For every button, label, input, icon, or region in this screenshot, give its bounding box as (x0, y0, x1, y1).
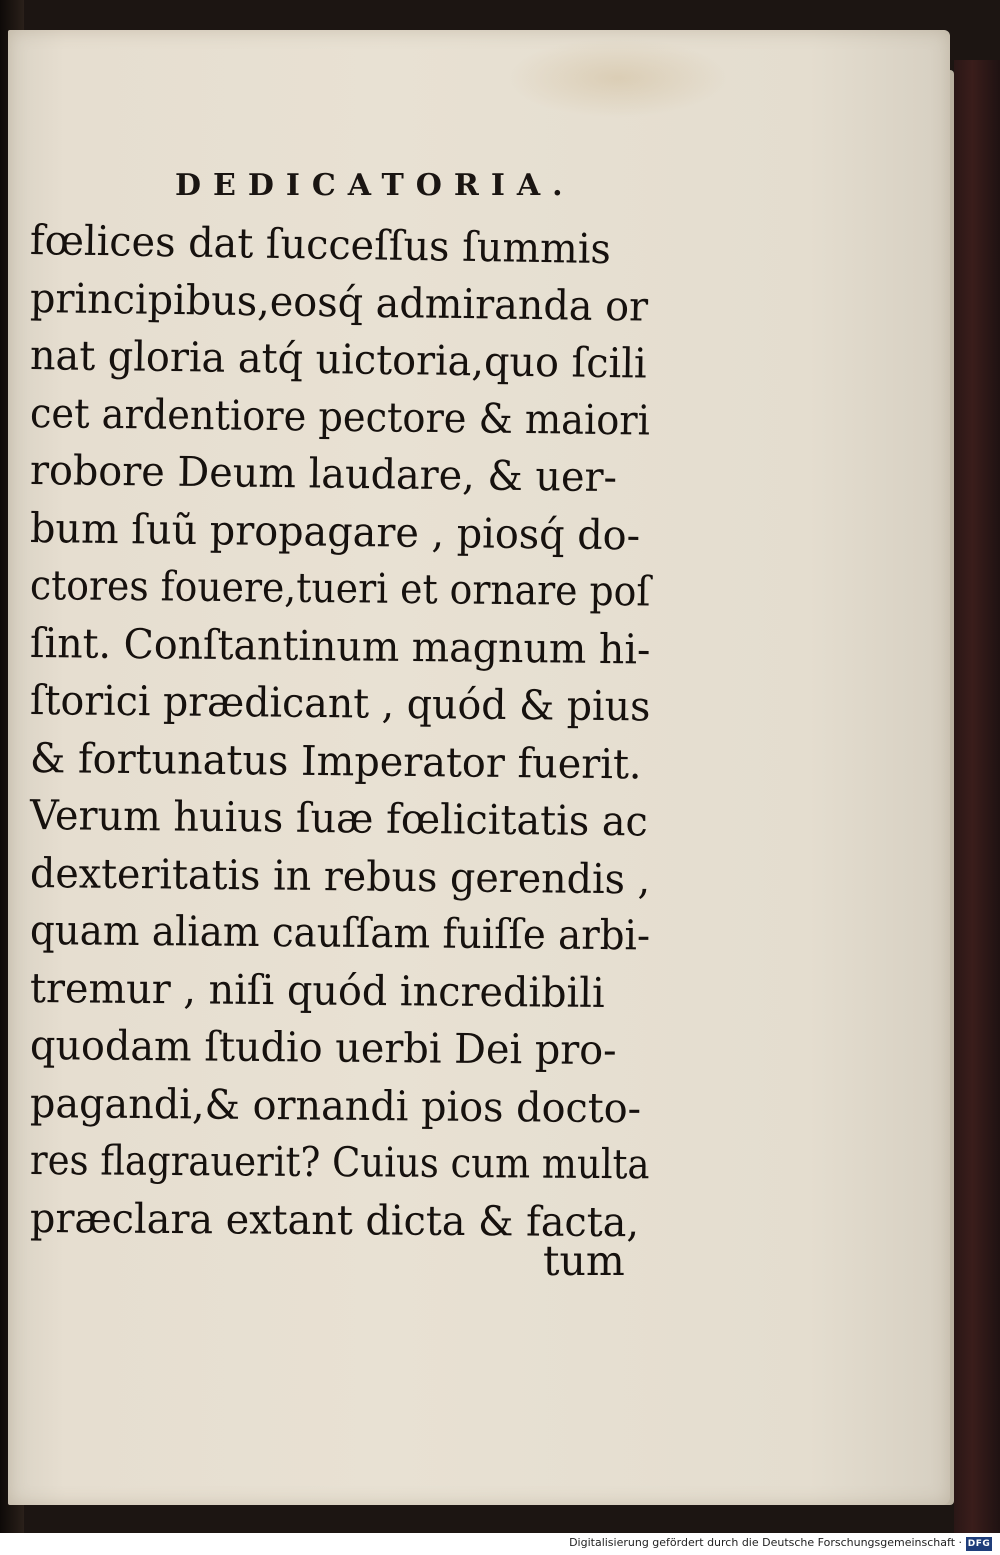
text-line: tremur , niſi quód incredibili (29, 963, 605, 1017)
running-header: DEDICATORIA. (175, 168, 575, 203)
text-line: ctores fouere,tueri et ornare poſ (29, 561, 651, 616)
text-line: robore Deum laudare, & uer- (29, 446, 618, 502)
funding-credit: Digitalisierung gefördert durch die Deutsche Forschungsgemeinschaft · (569, 1536, 962, 1549)
book-cover-edge (954, 60, 1000, 1533)
text-line: fœlices dat ſucceſſus ſummis (29, 216, 612, 274)
dfg-logo-icon: DFG (967, 1539, 991, 1549)
text-line: nat gloria atq́ uictoria,quo ſcili (29, 331, 648, 388)
text-line: bum ſuũ propagare , piosq́ do- (29, 503, 641, 559)
text-line: pagandi,& ornandi pios docto- (29, 1078, 642, 1132)
text-line: ſint. Conſtantinum magnum hi- (29, 618, 651, 673)
text-line: principibus,eosq́ admiranda or (29, 273, 649, 331)
text-line: res flagrauerit? Cuius cum multa (29, 1136, 650, 1189)
text-line: quodam ſtudio uerbi Dei pro- (29, 1021, 617, 1075)
body-text (30, 212, 670, 1247)
text-line: & fortunatus Imperator fuerit. (29, 733, 642, 788)
text-line: quam aliam cauſſam fuiſſe arbi- (29, 906, 651, 960)
text-line: Verum huius ſuæ fœlicitatis ac (29, 791, 649, 846)
text-line: cet ardentiore pectore & maiori (29, 388, 651, 445)
text-line: præclara extant dicta & facta, (29, 1193, 640, 1246)
text-line: dexteritatis in rebus gerendis , (29, 848, 651, 903)
text-line: ſtorici prædicant , quód & pius (29, 676, 651, 731)
footer-bar (0, 1533, 1000, 1555)
catchword: tum (543, 1237, 625, 1285)
